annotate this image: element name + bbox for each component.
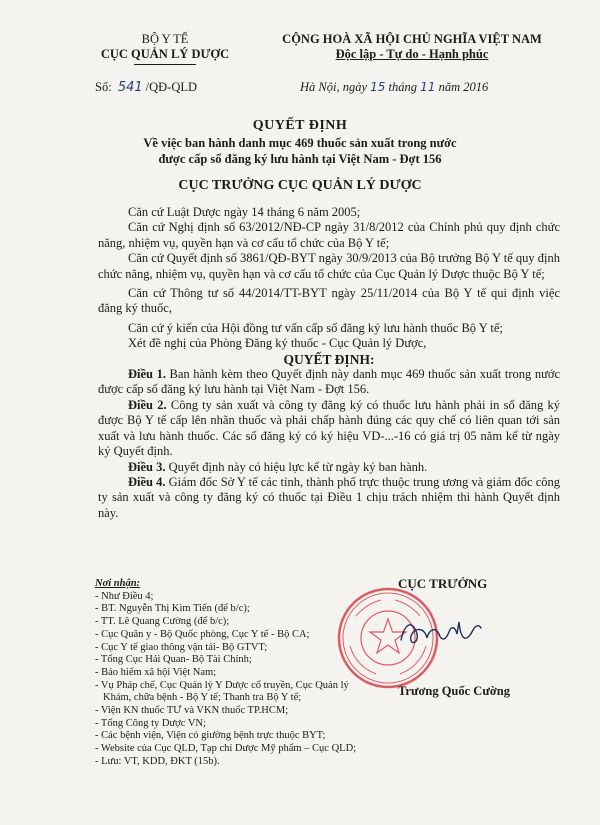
- recipient-item: - Tổng Công ty Dược VN;: [95, 717, 206, 729]
- date-month-label: tháng: [388, 80, 418, 94]
- date-day: 15: [370, 80, 386, 94]
- ministry-name: BỘ Y TẾ: [141, 32, 189, 46]
- preamble-line: Căn cứ Quyết định số 3861/QĐ-BYT ngày 30/9/2013 của Bộ trưởng Bộ Y tế quy định chức năng, nhiệm vụ, quyền hạn và cơ cấu tổ chức của Cục Quản lý Dược thuộc Bộ Y tế;: [98, 251, 560, 281]
- recipient-item: - Tổng Cục Hải Quan- Bộ Tài Chính;: [95, 654, 252, 666]
- handwritten-signature: [395, 612, 485, 652]
- issue-date: [300, 80, 488, 95]
- document-body: [98, 205, 560, 521]
- signer-title: CỤC TRƯỞNG: [398, 576, 488, 591]
- preamble-line: Căn cứ Thông tư số 44/2014/TT-BYT ngày 25/11/2014 của Bộ Y tế qui định việc đăng ký thuốc,: [98, 286, 560, 316]
- department-name: CỤC QUẢN LÝ DƯỢC: [100, 47, 230, 61]
- article-text: Quyết định này có hiệu lực kể từ ngày ký ban hành.: [165, 459, 428, 474]
- document-subject: [0, 135, 600, 167]
- article-text: Ban hành kèm theo Quyết định này danh mục 469 thuốc sản xuất trong nước được cấp số đăng ký lưu hành tại Việt Nam - Đợt 156.: [98, 367, 560, 397]
- article-label: Điều 3.: [128, 459, 166, 474]
- document-number: [95, 80, 197, 95]
- recipient-item: - Viện KN thuốc TƯ và VKN thuốc TP.HCM;: [95, 705, 289, 717]
- article-label: Điều 2.: [128, 397, 167, 412]
- recipient-item: - Như Điều 4;: [95, 590, 154, 602]
- article-text: Công ty sản xuất và công ty đăng ký có thuốc lưu hành phải in số đăng ký được Bộ Y tế cấp lên nhãn thuốc và phải chấp hành đúng các quy chế có liên quan tới sản xuất và lưu hành thuốc. Các số đăng ký có ký hiệu VD-...-16 có giá trị 05 năm kể từ ngày ký Quyết định.: [98, 397, 561, 459]
- recipient-item: - Website của Cục QLD, Tạp chí Dược Mỹ phẩm – Cục QLD;: [95, 743, 357, 755]
- preamble-line: Xét đề nghị của Phòng Đăng ký thuốc - Cục Quản lý Dược,: [128, 336, 427, 351]
- doc-number-suffix: /QĐ-QLD: [145, 80, 198, 94]
- preamble-line: Căn cứ ý kiến của Hội đồng tư vấn cấp số đăng ký lưu hành thuốc Bộ Y tế;: [128, 320, 503, 335]
- article-text: Giám đốc Sở Y tế các tỉnh, thành phố trực thuộc trung ương và giám đốc công ty sản xuất và công ty đăng ký có thuốc tại Điều 1 chịu trách nhiệm thi hành Quyết định này.: [98, 474, 561, 520]
- preamble-line: Căn cứ Luật Dược ngày 14 tháng 6 năm 2005;: [128, 205, 361, 219]
- issuer-block: [80, 32, 250, 65]
- recipient-item: - TT. Lê Quang Cường (để b/c);: [95, 616, 230, 628]
- recipient-item: - BT. Nguyễn Thị Kim Tiến (để b/c);: [95, 603, 250, 615]
- national-motto: Độc lập - Tự do - Hạnh phúc: [335, 47, 489, 61]
- national-header: [262, 32, 562, 62]
- recipient-item: - Lưu: VT, KDD, ĐKT (15b).: [95, 755, 220, 767]
- recipient-item: - Bảo hiểm xã hội Việt Nam;: [95, 666, 217, 678]
- country-name: CỘNG HOÀ XÃ HỘI CHỦ NGHĨA VIỆT NAM: [282, 32, 542, 46]
- recipients-label: Nơi nhận:: [95, 578, 141, 589]
- issuing-authority: CỤC TRƯỞNG CỤC QUẢN LÝ DƯỢC: [178, 178, 422, 193]
- subject-line-1: Về việc ban hành danh mục 469 thuốc sản xuất trong nước: [143, 136, 457, 150]
- doc-number-prefix: Số:: [95, 80, 112, 94]
- doc-number-handwritten: 541: [117, 80, 143, 95]
- article-4: [98, 475, 560, 521]
- article-label: Điều 1.: [128, 367, 166, 382]
- recipient-item: - Các bệnh viện, Viện có giường bệnh trực thuộc BYT;: [95, 730, 326, 742]
- article-1: [98, 367, 560, 398]
- recipient-item: - Vụ Pháp chế, Cục Quản lý Y Dược cổ truyền, Cục Quản lý Khám, chữa bệnh - Bộ Y tế; Thanh tra Bộ Y tế;: [95, 679, 349, 704]
- recipients-block: [95, 578, 367, 769]
- document-title: QUYẾT ĐỊNH: [252, 118, 348, 133]
- decision-heading: QUYẾT ĐỊNH:: [283, 351, 375, 367]
- article-2: [98, 398, 560, 460]
- preamble-line: Căn cứ Nghị định số 63/2012/NĐ-CP ngày 31/8/2012 của Chính phủ quy định chức năng, nhiệm vụ, quyền hạn và cơ cấu tổ chức của Bộ Y tế;: [98, 220, 560, 250]
- date-place: Hà Nội, ngày: [300, 80, 368, 94]
- recipient-item: - Cục Quân y - Bộ Quốc phòng, Cục Y tế - Bộ CA;: [95, 628, 310, 640]
- article-3: [98, 460, 560, 475]
- date-year: năm 2016: [438, 80, 489, 94]
- subject-line-2: được cấp số đăng ký lưu hành tại Việt Nam - Đợt 156: [158, 152, 442, 166]
- date-month: 11: [420, 80, 436, 94]
- header-divider: [134, 64, 196, 65]
- recipients-list: [95, 591, 367, 769]
- recipient-item: - Cục Y tế giao thông vận tải- Bộ GTVT;: [95, 641, 268, 653]
- signer-name: Trương Quốc Cường: [398, 684, 510, 698]
- article-label: Điều 4.: [128, 474, 166, 489]
